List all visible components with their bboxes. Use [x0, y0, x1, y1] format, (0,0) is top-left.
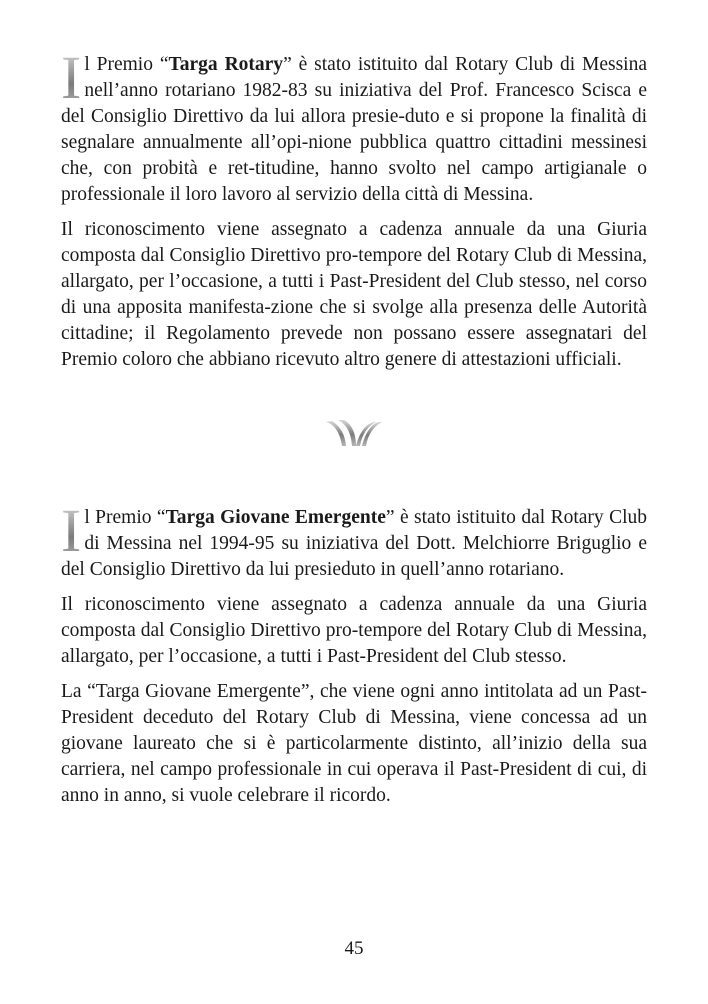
- section-targa-giovane-emergente: [61, 498, 647, 809]
- section-targa-rotary: [61, 45, 648, 373]
- drop-cap: I: [61, 498, 82, 565]
- award-name-targa-rotary: Targa Rotary: [168, 54, 284, 75]
- paragraph-giovane-emergente-jury: Il riconoscimento viene assegnato a cadenza annuale da una Giuria composta dal Consiglio Direttivo pro-tempore del Rotary Club di Messina, allargato, per l’occasione, a tutti i Past-President del Club stesso.: [61, 594, 647, 667]
- section-divider: [61, 401, 647, 465]
- text-run: ” è stato istituito dal Rotary Club di Messina nel 1994-95 su iniziativa del Dott. Melchiorre Briguglio e del Consiglio Direttivo da lui presieduto in quell’anno rotariano.: [61, 507, 647, 580]
- text-run: l Premio “: [84, 54, 169, 75]
- drop-cap: I: [61, 45, 82, 112]
- award-name-giovane-emergente: Targa Giovane Emergente: [165, 507, 386, 528]
- paragraph-targa-rotary-intro: [61, 45, 648, 208]
- paragraph-giovane-emergente-intro: [61, 498, 647, 583]
- text-run: ” è stato istituito dal Rotary Club di Messina nell’anno rotariano 1982-83 su iniziativa del Prof. Francesco Scisca e del Consiglio Direttivo da lui allora presie-duto e si propone la finalità di segnalare annualmente all’opi-nione pubblica quattro cittadini messinesi che, con probità e ret-titudine, hanno svolto nel campo artigianale o professionale il loro lavoro al servizio della città di Messina.: [61, 54, 648, 205]
- page-body: [61, 45, 648, 809]
- paragraph-giovane-emergente-dedication: La “Targa Giovane Emergente”, che viene ogni anno intitolata ad un Past-President deceduto del Rotary Club di Messina, viene concessa ad un giovane laureato che si è particolarmente distinto, all’inizio della sua carriera, nel campo professionale in cui operava il Past-President di cui, di anno in anno, si vuole celebrare il ricordo.: [61, 681, 647, 806]
- paragraph-targa-rotary-jury: Il riconoscimento viene assegnato a cadenza annuale da una Giuria composta dal Consiglio Direttivo pro-tempore del Rotary Club di Messina, allargato, per l’occasione, a tutti i Past-President del Club stesso, nel corso di una apposita manifesta-zione che si svolge alla presenza delle Autorità cittadine; il Regolamento prevede non possano essere assegnatari del Premio coloro che abbiano ricevuto altro genere di attestazioni ufficiali.: [61, 219, 647, 370]
- rotary-wings-ornament-icon: [324, 416, 384, 450]
- text-run: l Premio “: [84, 507, 166, 528]
- page-number: 45: [344, 938, 364, 959]
